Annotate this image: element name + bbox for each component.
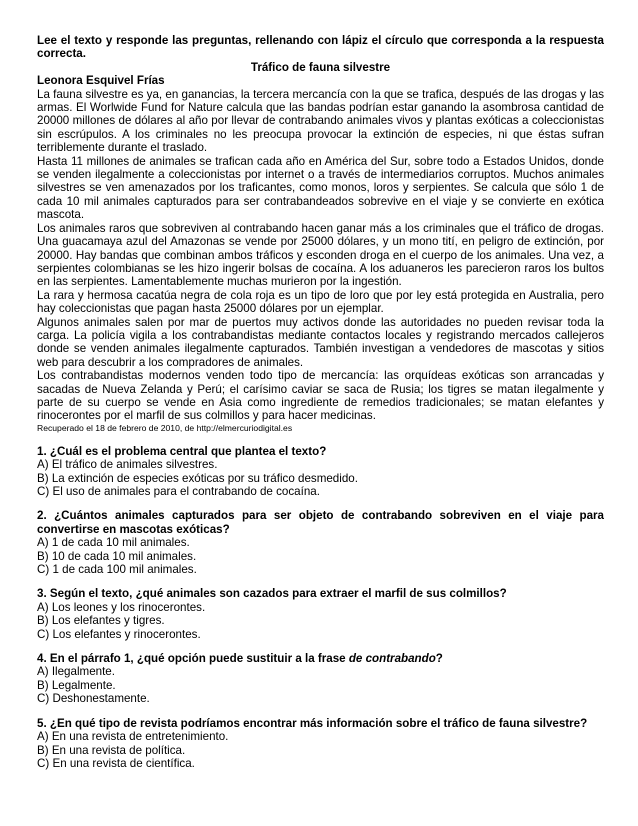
answer-option[interactable]: B) La extinción de especies exóticas por su tráfico desmedido. bbox=[37, 471, 358, 485]
answer-option[interactable]: C) Deshonestamente. bbox=[37, 692, 150, 706]
paragraph: Algunos animales salen por mar de puertos muy activos donde las autoridades no pueden revisar toda la carga. La policía vigila a los contrabandistas mediante contactos locales y registrando mercados callejeros donde se venden animales ilegalmente capturados. También investigan a vendedores de mascotas y sitios web para descubrir a los compradores de animales. bbox=[37, 315, 604, 369]
answer-option[interactable]: A) 1 de cada 10 mil animales. bbox=[37, 536, 190, 550]
paragraph: La rara y hermosa cacatúa negra de cola roja es un tipo de loro que por ley está protegida en Australia, pero hay coleccionistas que pagan hasta 25000 dólares por un ejemplar. bbox=[37, 288, 604, 316]
question-prompt-suffix: ? bbox=[435, 652, 443, 666]
answer-option[interactable]: C) 1 de cada 100 mil animales. bbox=[37, 563, 197, 577]
question-prompt: 1. ¿Cuál es el problema central que plantea el texto? bbox=[37, 444, 327, 458]
question-prompt-emphasis: de contrabando bbox=[348, 652, 436, 666]
article-body bbox=[37, 88, 604, 423]
question-1 bbox=[37, 445, 604, 499]
article-author: Leonora Esquivel Frías bbox=[37, 74, 165, 88]
question-prompt-prefix: 4. En el párrafo 1, ¿qué opción puede sustituir a la frase bbox=[37, 652, 349, 666]
answer-option[interactable]: A) El tráfico de animales silvestres. bbox=[37, 458, 218, 472]
article-title: Tráfico de fauna silvestre bbox=[250, 60, 391, 74]
question-prompt: 5. ¿En qué tipo de revista podríamos encontrar más información sobre el tráfico de fauna silvestre? bbox=[37, 716, 588, 730]
question-prompt bbox=[37, 652, 604, 665]
answer-option[interactable]: B) Legalmente. bbox=[37, 678, 116, 692]
answer-option[interactable]: C) En una revista de científica. bbox=[37, 756, 195, 770]
answer-option[interactable]: A) Los leones y los rinocerontes. bbox=[37, 600, 206, 614]
paragraph: Hasta 11 millones de animales se trafican cada año en América del Sur, sobre todo a Estados Unidos, donde se venden ilegalmente a coleccionistas por internet o a través de intermediarios corruptos. Muchos animales silvestres se ven amenazados por los traficantes, como monos, loros y serpientes. Se calcula que sólo 1 de cada 10 mil animales capturados para ser contrabandeados sobrevive en el viaje y se convierte en exótica mascota. bbox=[37, 154, 604, 222]
answer-option[interactable]: C) El uso de animales para el contrabando de cocaína. bbox=[37, 485, 320, 498]
answer-option[interactable]: A) Ilegalmente. bbox=[37, 665, 115, 679]
question-2 bbox=[37, 509, 604, 576]
answer-option[interactable]: C) Los elefantes y rinocerontes. bbox=[37, 627, 201, 641]
question-5 bbox=[37, 717, 604, 771]
question-4 bbox=[37, 652, 604, 706]
answer-option[interactable]: B) En una revista de política. bbox=[37, 743, 186, 757]
answer-option[interactable]: A) En una revista de entretenimiento. bbox=[37, 730, 229, 744]
instructions: Lee el texto y responde las preguntas, rellenando con lápiz el círculo que corresponda a la respuesta correcta. bbox=[37, 34, 604, 61]
question-prompt: 2. ¿Cuántos animales capturados para ser objeto de contrabando sobreviven en el viaje para convertirse en mascotas exóticas? bbox=[37, 509, 604, 536]
question-3 bbox=[37, 587, 604, 641]
paragraph: La fauna silvestre es ya, en ganancias, la tercera mercancía con la que se trafica, después de las drogas y las armas. El Worlwide Fund for Nature calcula que las bandas podrían estar ganando la asombrosa cantidad de 20000 millones de dólares al año por llevar de contrabando animales vivos y plantas exóticas a coleccionistas sin escrúpulos. A los criminales no les preocupa provocar la extinción de especies, ni que éstas sufran terriblemente durante el traslado. bbox=[37, 87, 604, 155]
answer-option[interactable]: B) 10 de cada 10 mil animales. bbox=[37, 549, 197, 563]
question-prompt: 3. Según el texto, ¿qué animales son cazados para extraer el marfil de sus colmillos? bbox=[37, 587, 507, 601]
answer-option[interactable]: B) Los elefantes y tigres. bbox=[37, 614, 165, 628]
paragraph: Los animales raros que sobreviven al contrabando hacen ganar más a los criminales que el tráfico de drogas. Una guacamaya azul del Amazonas se vende por 25000 dólares, y un mono tití, en peligro de extinción, por 20000. Hay bandas que combinan ambos tráficos y esconden droga en el cuerpo de los animales. Una vez, a serpientes colombianas se les hizo ingerir bolsas de cocaína. A los aduaneros les parecieron raros los bultos en las serpientes. Lamentablemente muchas murieron por la ingestión. bbox=[37, 221, 604, 289]
paragraph: Los contrabandistas modernos venden todo tipo de mercancía: las orquídeas exóticas son arrancadas y sacadas de Nueva Zelanda y Perú; el carísimo caviar se saca de Rusia; los tigres se matan ilegalmente y parte de su cuerpo se vende en Asia como ingrediente de remedios tradicionales; se matan elefantes y rinocerontes por el marfil de sus colmillos y para hacer medicinas. bbox=[37, 369, 604, 423]
source-citation: Recuperado el 18 de febrero de 2010, de http://elmercuriodigital.es bbox=[37, 422, 293, 433]
